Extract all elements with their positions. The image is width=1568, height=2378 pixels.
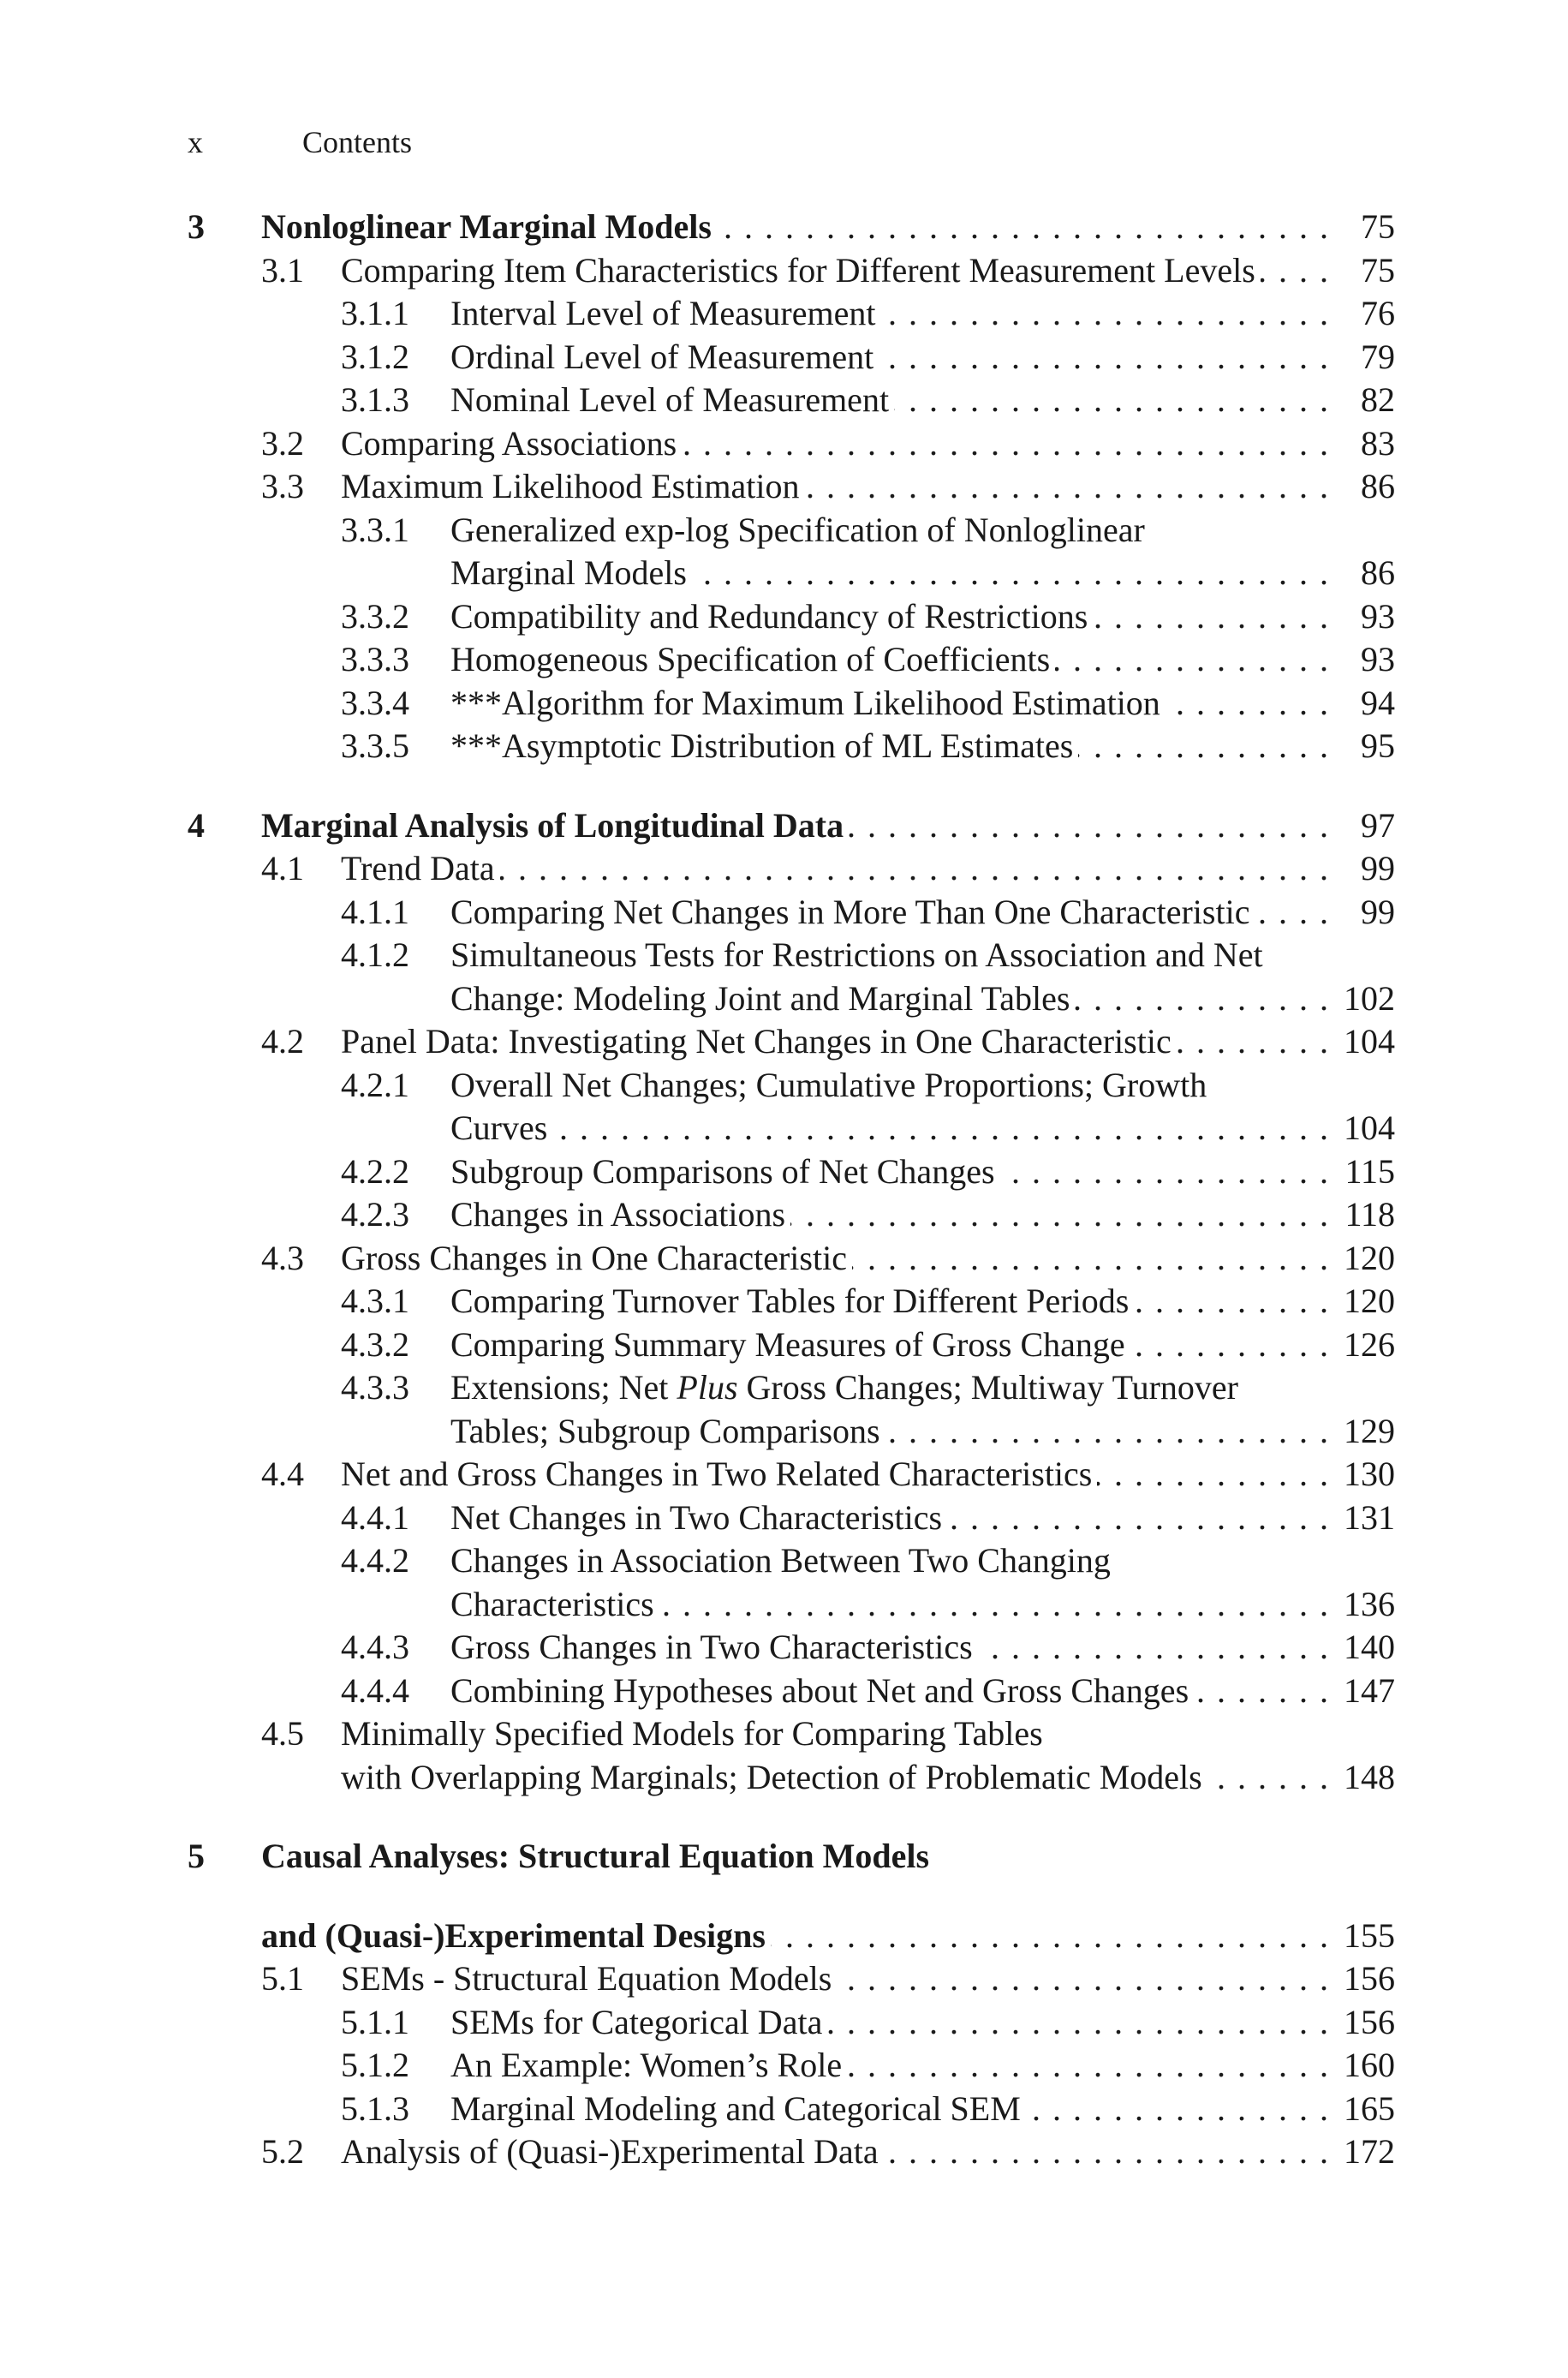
entry-page-number: 136 xyxy=(1330,1583,1395,1627)
entry-title xyxy=(450,1064,1330,1108)
entry-page-number: 76 xyxy=(1330,292,1395,336)
entry-title-text: Generalized exp-log Specification of Nonloglinear xyxy=(450,511,1150,549)
entry-title xyxy=(450,2044,1330,2088)
entry-title-text: Comparing Item Characteristics for Different Measurement Levels xyxy=(341,251,1261,290)
toc-entry-sub[interactable] xyxy=(188,336,1395,379)
toc-entry-sub[interactable] xyxy=(188,552,1395,595)
entry-title-text: Changes in Associations xyxy=(450,1195,790,1234)
toc-entry-section[interactable] xyxy=(188,465,1395,509)
entry-number: 3.3.3 xyxy=(341,640,409,678)
entry-number: 3.3 xyxy=(261,467,304,505)
entry-number: 4.2.2 xyxy=(341,1151,409,1191)
entry-page-number: 115 xyxy=(1330,1150,1395,1194)
running-title: Contents xyxy=(302,125,413,159)
toc-entry-sub[interactable] xyxy=(188,1497,1395,1540)
toc-entry-chapter[interactable] xyxy=(188,1915,1395,1958)
toc-entry-sub[interactable] xyxy=(188,2001,1395,2045)
toc-entry-sub[interactable] xyxy=(188,2088,1395,2131)
entry-title-text: Curves xyxy=(450,1108,552,1147)
entry-number: 3.1 xyxy=(261,250,304,290)
entry-title-text: Marginal Models xyxy=(450,553,692,592)
entry-page-number: 97 xyxy=(1330,804,1395,848)
entry-page-number: 93 xyxy=(1330,595,1395,639)
entry-title xyxy=(341,1237,1330,1281)
entry-title xyxy=(450,1410,1330,1454)
toc-entry-sub[interactable] xyxy=(188,1366,1395,1410)
entry-title-text: Interval Level of Measurement xyxy=(450,294,880,332)
entry-title-text: Panel Data: Investigating Net Changes in One Characteristic xyxy=(341,1022,1177,1061)
entry-number: 4.4.2 xyxy=(341,1541,409,1580)
entry-title-text: Marginal Modeling and Categorical SEM xyxy=(450,2089,1026,2128)
entry-title-text: Comparing Net Changes in More Than One Characteristic xyxy=(450,893,1255,931)
entry-number: 5.2 xyxy=(261,2132,304,2171)
entry-page-number: 104 xyxy=(1330,1107,1395,1150)
toc-entry-section[interactable] xyxy=(188,422,1395,466)
entry-number: 3.3.2 xyxy=(341,596,409,636)
entry-page-number: 95 xyxy=(1330,725,1395,768)
entry-page-number: 140 xyxy=(1330,1626,1395,1670)
entry-title xyxy=(450,595,1330,639)
entry-title xyxy=(341,1020,1330,1064)
entry-page-number: 99 xyxy=(1330,847,1395,891)
entry-title xyxy=(450,977,1330,1021)
entry-page-number: 83 xyxy=(1330,422,1395,466)
entry-title-text: Comparing Turnover Tables for Different Periods xyxy=(450,1282,1134,1320)
entry-number: 3.1.2 xyxy=(341,337,409,376)
entry-number: 3.3.1 xyxy=(341,510,409,549)
toc-entry-section[interactable] xyxy=(188,847,1395,891)
toc-entry-section[interactable] xyxy=(188,249,1395,293)
entry-title-text: Simultaneous Tests for Restrictions on Association and Net xyxy=(450,935,1268,974)
entry-number: 3.2 xyxy=(261,423,304,463)
entry-page-number: 79 xyxy=(1330,336,1395,379)
entry-number: 4.2.3 xyxy=(341,1195,409,1234)
entry-title-text: Gross Changes in One Characteristic xyxy=(341,1239,852,1277)
toc-entry-section[interactable] xyxy=(188,1237,1395,1281)
entry-title xyxy=(450,1497,1330,1540)
entry-number: 3.3.5 xyxy=(341,726,409,765)
entry-title xyxy=(341,1453,1330,1497)
entry-title-text: ***Asymptotic Distribution of ML Estimates xyxy=(450,726,1078,765)
entry-title xyxy=(261,1835,1330,1879)
entry-title xyxy=(450,934,1330,977)
entry-number: 3.1.3 xyxy=(341,380,409,419)
toc-entry-sub[interactable] xyxy=(188,509,1395,553)
entry-title-text: Subgroup Comparisons of Net Changes xyxy=(450,1152,1000,1191)
entry-title-text: ***Algorithm for Maximum Likelihood Estimation xyxy=(450,684,1166,722)
entry-title-text: SEMs - Structural Equation Models xyxy=(341,1959,837,1998)
entry-number: 5.1.1 xyxy=(341,2002,409,2041)
entry-title-text: Maximum Likelihood Estimation xyxy=(341,467,805,505)
entry-page-number: 120 xyxy=(1330,1237,1395,1281)
entry-number: 4.1.2 xyxy=(341,935,409,974)
toc-entry-sub[interactable] xyxy=(188,292,1395,336)
entry-number: 4.2.1 xyxy=(341,1065,409,1104)
entry-title-text: Combining Hypotheses about Net and Gross Changes xyxy=(450,1671,1194,1710)
running-header xyxy=(188,127,412,158)
toc-entry-chapter[interactable] xyxy=(188,1835,1395,1879)
entry-title xyxy=(450,379,1330,422)
toc-entry-sub[interactable] xyxy=(188,1410,1395,1454)
entry-title xyxy=(341,1712,1330,1756)
toc-entry-sub[interactable] xyxy=(188,1670,1395,1713)
entry-title xyxy=(261,804,1330,848)
toc-entry-sub[interactable] xyxy=(188,891,1395,935)
entry-title-text: Tables; Subgroup Comparisons xyxy=(450,1412,885,1450)
entry-number: 3 xyxy=(188,207,205,246)
entry-title xyxy=(450,725,1330,768)
entry-page-number: 75 xyxy=(1330,249,1395,293)
entry-title xyxy=(450,638,1330,682)
entry-page-number: 165 xyxy=(1330,2088,1395,2131)
entry-number: 4.3 xyxy=(261,1238,304,1277)
entry-title-text: with Overlapping Marginals; Detection of Problematic Models xyxy=(341,1758,1207,1796)
entry-number: 4.3.2 xyxy=(341,1324,409,1364)
entry-title xyxy=(450,1323,1330,1367)
entry-number: 5.1 xyxy=(261,1959,304,1998)
toc-entry-sub[interactable] xyxy=(188,1107,1395,1150)
entry-title xyxy=(450,1366,1330,1410)
entry-page-number: 131 xyxy=(1330,1497,1395,1540)
entry-page-number: 94 xyxy=(1330,682,1395,726)
entry-page-number: 102 xyxy=(1330,977,1395,1021)
toc-entry-sub[interactable] xyxy=(188,1280,1395,1323)
entry-title-text: Marginal Analysis of Longitudinal Data xyxy=(261,806,849,845)
entry-page-number: 130 xyxy=(1330,1453,1395,1497)
entry-title-text: Change: Modeling Joint and Marginal Tables xyxy=(450,979,1075,1018)
entry-number: 4.4.1 xyxy=(341,1497,409,1537)
entry-title-text: Overall Net Changes; Cumulative Proportions; Growth xyxy=(450,1066,1212,1104)
entry-number: 3.3.4 xyxy=(341,683,409,722)
entry-number: 5.1.2 xyxy=(341,2046,409,2084)
entry-number: 4.4 xyxy=(261,1455,304,1493)
entry-page-number: 120 xyxy=(1330,1280,1395,1323)
entry-number: 4.2 xyxy=(261,1022,304,1061)
toc-entry-section[interactable] xyxy=(188,1756,1395,1800)
entry-page-number: 126 xyxy=(1330,1323,1395,1367)
toc-entry-sub[interactable] xyxy=(188,1583,1395,1627)
toc-entry-sub[interactable] xyxy=(188,595,1395,639)
entry-number: 4.3.3 xyxy=(341,1368,409,1407)
entry-page-number: 118 xyxy=(1330,1193,1395,1237)
entry-number: 5.1.3 xyxy=(341,2088,409,2128)
toc-entry-sub[interactable] xyxy=(188,934,1395,977)
toc-entry-sub[interactable] xyxy=(188,1193,1395,1237)
entry-title xyxy=(450,1583,1330,1627)
entry-title-text: Ordinal Level of Measurement xyxy=(450,338,879,376)
entry-number: 4.1.1 xyxy=(341,892,409,931)
entry-title xyxy=(450,336,1330,379)
toc-entry-chapter[interactable] xyxy=(188,206,1395,249)
entry-title-text: An Example: Women’s Role xyxy=(450,2046,847,2084)
toc-entry-sub[interactable] xyxy=(188,725,1395,768)
entry-title-text: Characteristics xyxy=(450,1585,659,1623)
entry-page-number: 148 xyxy=(1330,1756,1395,1800)
entry-number: 4.1 xyxy=(261,849,304,887)
entry-number: 5 xyxy=(188,1837,205,1875)
page-folio: x xyxy=(188,125,203,159)
entry-title xyxy=(450,891,1330,935)
entry-title xyxy=(341,465,1330,509)
entry-title xyxy=(261,1915,1330,1958)
toc-entry-section[interactable] xyxy=(188,1020,1395,1064)
toc-entry-sub[interactable] xyxy=(188,638,1395,682)
entry-title xyxy=(450,2001,1330,2045)
entry-title xyxy=(341,847,1330,891)
toc-entry-section[interactable] xyxy=(188,1453,1395,1497)
entry-title xyxy=(450,1150,1330,1194)
entry-title-text: Comparing Associations xyxy=(341,424,682,463)
entry-title-text: Net and Gross Changes in Two Related Characteristics xyxy=(341,1455,1097,1493)
toc-entry-sub[interactable] xyxy=(188,977,1395,1021)
entry-number: 4.4.4 xyxy=(341,1670,409,1710)
entry-title xyxy=(341,249,1330,293)
toc-entry-section[interactable] xyxy=(188,2130,1395,2174)
toc-entry-sub[interactable] xyxy=(188,1626,1395,1670)
entry-title xyxy=(450,292,1330,336)
entry-title xyxy=(261,206,1330,249)
entry-title-text: Changes in Association Between Two Changing xyxy=(450,1541,1116,1580)
entry-title xyxy=(450,509,1330,553)
toc-entry-sub[interactable] xyxy=(188,1539,1395,1583)
entry-page-number: 172 xyxy=(1330,2130,1395,2174)
toc-entry-sub[interactable] xyxy=(188,379,1395,422)
entry-title xyxy=(450,1107,1330,1150)
entry-page-number: 86 xyxy=(1330,552,1395,595)
toc-entry-section[interactable] xyxy=(188,1712,1395,1756)
entry-page-number: 99 xyxy=(1330,891,1395,935)
entry-title-text: Homogeneous Specification of Coefficients xyxy=(450,640,1055,678)
entry-title xyxy=(450,682,1330,726)
entry-page-number: 155 xyxy=(1330,1915,1395,1958)
entry-title-text: Comparing Summary Measures of Gross Change xyxy=(450,1325,1130,1364)
entry-number: 4.5 xyxy=(261,1714,304,1753)
entry-page-number: 160 xyxy=(1330,2044,1395,2088)
toc-entry-sub[interactable] xyxy=(188,2044,1395,2088)
entry-title xyxy=(341,1957,1330,2001)
entry-title xyxy=(341,2130,1330,2174)
toc-entry-sub[interactable] xyxy=(188,682,1395,726)
entry-number: 4.4.3 xyxy=(341,1628,409,1666)
table-of-contents xyxy=(188,206,1395,2174)
toc-entry-sub[interactable] xyxy=(188,1064,1395,1108)
entry-page-number: 104 xyxy=(1330,1020,1395,1064)
entry-title-text: Gross Changes in Two Characteristics xyxy=(450,1628,978,1666)
entry-title-text: Compatibility and Redundancy of Restrictions xyxy=(450,597,1093,636)
entry-title-text: Nominal Level of Measurement xyxy=(450,380,894,419)
entry-title xyxy=(450,1193,1330,1237)
entry-number: 4.3.1 xyxy=(341,1282,409,1320)
entry-page-number: 93 xyxy=(1330,638,1395,682)
entry-page-number: 156 xyxy=(1330,1957,1395,2001)
toc-entry-sub[interactable] xyxy=(188,1150,1395,1194)
entry-title-text: and (Quasi-)Experimental Designs xyxy=(261,1916,771,1955)
entry-title-text: Nonloglinear Marginal Models xyxy=(261,207,717,246)
entry-title xyxy=(450,2088,1330,2131)
entry-page-number: 156 xyxy=(1330,2001,1395,2045)
entry-page-number: 75 xyxy=(1330,206,1395,249)
entry-title xyxy=(341,422,1330,466)
entry-title-text: Net Changes in Two Characteristics xyxy=(450,1498,947,1537)
entry-title xyxy=(450,1280,1330,1323)
entry-page-number: 147 xyxy=(1330,1670,1395,1713)
entry-title xyxy=(450,1626,1330,1670)
toc-entry-chapter[interactable] xyxy=(188,804,1395,848)
entry-page-number: 129 xyxy=(1330,1410,1395,1454)
entry-title-text: Trend Data xyxy=(341,849,500,887)
toc-entry-sub[interactable] xyxy=(188,1323,1395,1367)
toc-entry-section[interactable] xyxy=(188,1957,1395,2001)
entry-title-text: Extensions; Net Plus Gross Changes; Multiway Turnover xyxy=(450,1368,1243,1407)
entry-title-text: Analysis of (Quasi-)Experimental Data xyxy=(341,2132,884,2171)
entry-title xyxy=(341,1756,1330,1800)
entry-title-text: SEMs for Categorical Data xyxy=(450,2003,827,2041)
entry-number: 4 xyxy=(188,805,205,845)
entry-title-text: Causal Analyses: Structural Equation Models xyxy=(261,1837,934,1875)
entry-title-text: Minimally Specified Models for Comparing Tables xyxy=(341,1714,1048,1753)
entry-page-number: 82 xyxy=(1330,379,1395,422)
entry-title xyxy=(450,552,1330,595)
entry-title xyxy=(450,1539,1330,1583)
entry-page-number: 86 xyxy=(1330,465,1395,509)
entry-number: 3.1.1 xyxy=(341,294,409,332)
entry-title xyxy=(450,1670,1330,1713)
